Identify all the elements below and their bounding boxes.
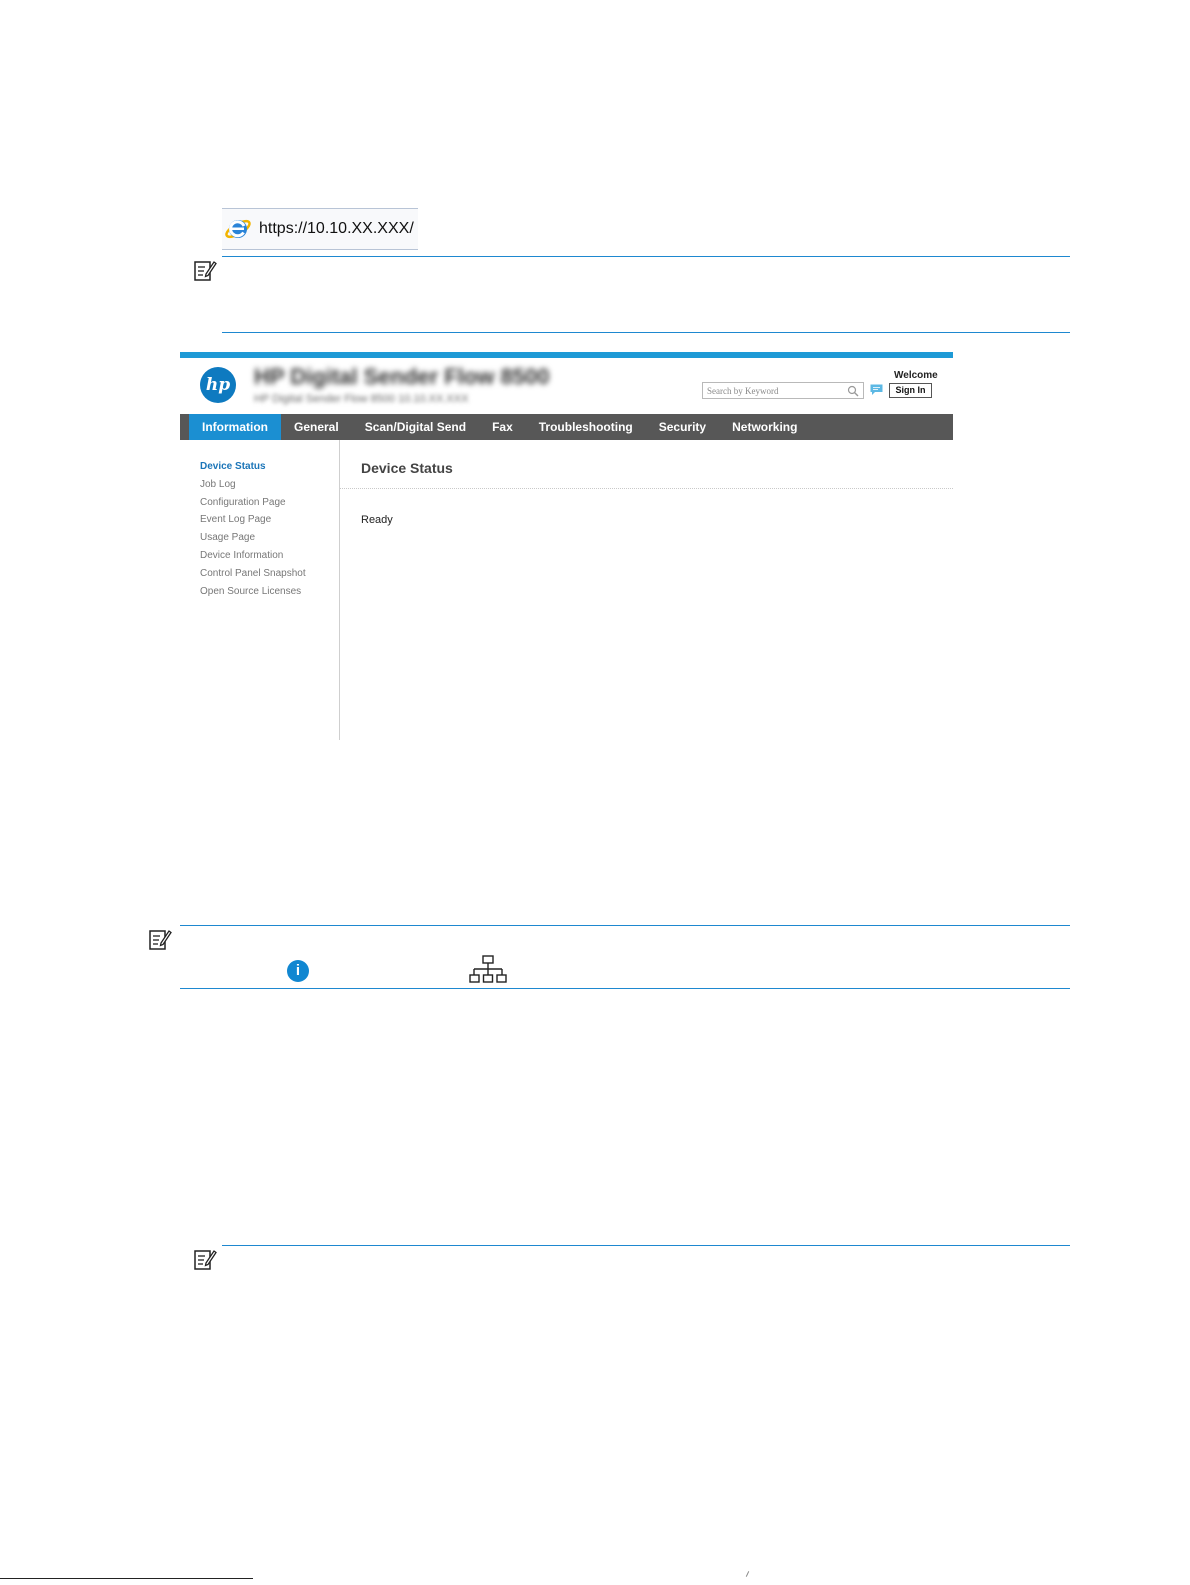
sidebar-item-device-information[interactable]: Device Information	[200, 549, 284, 561]
internet-explorer-icon	[224, 215, 252, 243]
sidebar	[200, 460, 306, 602]
sidebar-item-event-log-page[interactable]: Event Log Page	[200, 514, 272, 526]
sidebar-divider	[339, 440, 340, 740]
note-top-rule	[222, 1245, 1070, 1246]
note-top-rule	[180, 925, 1070, 926]
info-icon: i	[287, 960, 309, 982]
sidebar-item-control-panel-snapshot[interactable]: Control Panel Snapshot	[200, 567, 306, 579]
ews-screenshot	[180, 352, 953, 740]
hp-logo[interactable]: hp	[200, 367, 236, 403]
search-box[interactable]	[702, 382, 864, 399]
sidebar-item-configuration-page[interactable]: Configuration Page	[200, 496, 286, 508]
note-pencil-icon	[193, 1247, 217, 1271]
welcome-label: Welcome	[894, 370, 938, 381]
chat-icon[interactable]	[870, 384, 883, 396]
title-divider	[340, 488, 953, 489]
tab-information[interactable]: Information	[189, 414, 281, 440]
search-icon[interactable]	[847, 385, 859, 397]
tab-troubleshooting[interactable]: Troubleshooting	[538, 420, 633, 434]
note-bottom-rule	[222, 332, 1070, 333]
note-pencil-icon	[193, 258, 217, 282]
url-text: https://10.10.XX.XXX/	[259, 220, 414, 237]
note-top-rule	[222, 256, 1070, 257]
product-subtitle: HP Digital Sender Flow 8500 10.10.XX.XXX	[254, 393, 469, 405]
sidebar-item-open-source-licenses[interactable]: Open Source Licenses	[200, 585, 302, 597]
footer-mark	[746, 1571, 749, 1577]
product-title: HP Digital Sender Flow 8500	[254, 364, 550, 389]
tab-scan-digital-send[interactable]: Scan/Digital Send	[364, 420, 467, 434]
note-bottom-rule	[180, 988, 1070, 989]
ews-accent-bar	[180, 352, 953, 358]
sidebar-item-usage-page[interactable]: Usage Page	[200, 532, 256, 544]
device-status-text: Ready	[361, 514, 393, 526]
tab-security[interactable]: Security	[658, 420, 707, 434]
address-bar[interactable]	[222, 208, 418, 250]
network-icon	[469, 955, 507, 985]
footer-rule	[0, 1578, 253, 1579]
sidebar-item-device-status[interactable]: Device Status	[200, 461, 266, 472]
sidebar-item-job-log[interactable]: Job Log	[200, 478, 236, 490]
search-input[interactable]	[703, 383, 847, 398]
main-nav-tabs	[180, 414, 953, 440]
page-title: Device Status	[361, 460, 453, 476]
sign-in-button[interactable]: Sign In	[889, 383, 932, 398]
note-pencil-icon	[148, 927, 172, 951]
tab-networking[interactable]: Networking	[732, 420, 798, 434]
tab-general[interactable]: General	[294, 420, 339, 434]
tab-fax[interactable]: Fax	[492, 420, 513, 434]
